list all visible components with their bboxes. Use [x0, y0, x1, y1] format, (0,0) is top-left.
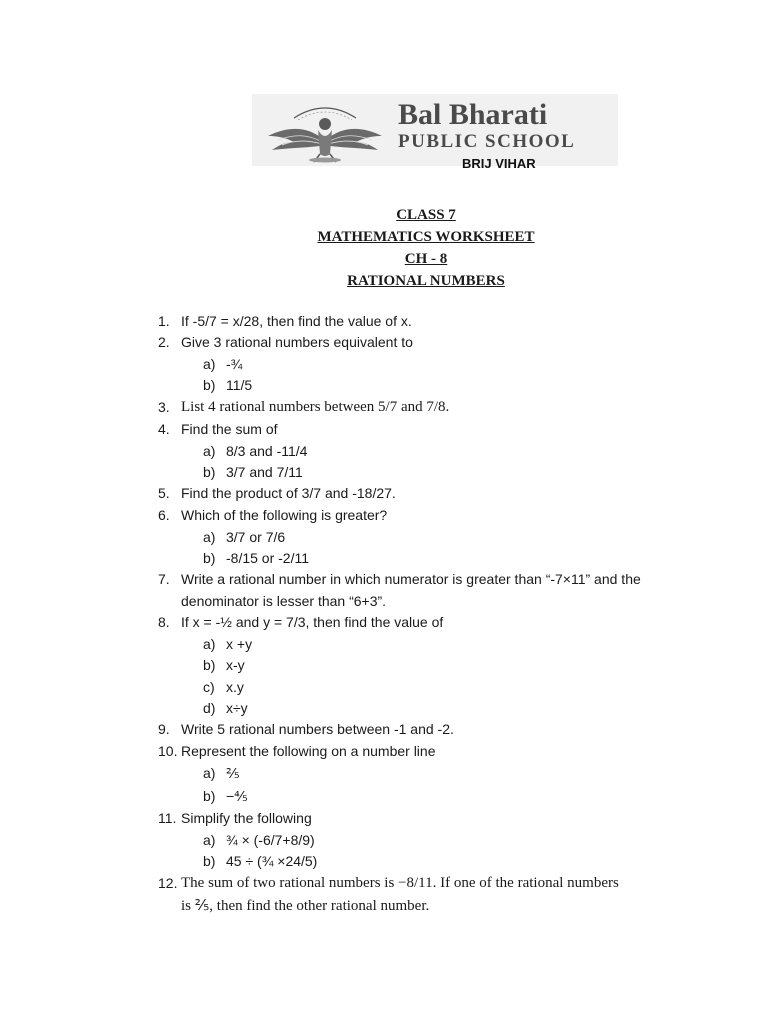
option-label: b)	[203, 788, 216, 804]
question-11-text: Simplify the following	[181, 810, 312, 826]
option-text: x +y	[226, 636, 253, 652]
option-label: b)	[203, 853, 216, 869]
question-number: 8.	[158, 614, 170, 630]
question-number: 7.	[158, 571, 170, 587]
question-10-text: Represent the following on a number line	[181, 743, 436, 759]
question-number: 12.	[158, 875, 178, 891]
question-2-text: Give 3 rational numbers equivalent to	[181, 334, 413, 350]
question-8-text: If x = -½ and y = 7/3, then find the value of	[181, 614, 444, 630]
option-label: b)	[203, 657, 216, 673]
question-number: 2.	[158, 334, 170, 350]
question-number: 6.	[158, 507, 170, 523]
question-number: 11.	[158, 810, 177, 826]
question-1-text: If -5/7 = x/28, then find the value of x.	[181, 313, 412, 329]
question-4-text: Find the sum of	[181, 421, 278, 437]
question-12-text: The sum of two rational numbers is −8/11. If one of the rational numbers	[181, 875, 619, 891]
question-number: 9.	[158, 721, 170, 737]
question-number: 10.	[158, 743, 178, 759]
question-12-text-continued: is ⅖, then find the other rational number.	[181, 898, 430, 914]
school-branch: BRIJ VIHAR	[462, 156, 536, 171]
option-label: c)	[203, 679, 215, 695]
question-6-text: Which of the following is greater?	[181, 507, 388, 523]
option-text: -8/15 or -2/11	[226, 550, 310, 566]
question-number: 4.	[158, 421, 170, 437]
option-label: a)	[203, 443, 216, 459]
option-label: b)	[203, 377, 216, 393]
option-text: x-y	[226, 657, 245, 673]
worksheet-titles	[0, 204, 768, 292]
question-7-text: Write a rational number in which numerator is greater than “-7×11” and the	[181, 571, 641, 587]
option-text: ⅖	[226, 765, 240, 781]
option-label: a)	[203, 356, 216, 372]
option-text: −⅘	[226, 788, 248, 804]
question-3-text: List 4 rational numbers between 5/7 and 7/8.	[181, 399, 450, 415]
option-label: a)	[203, 529, 216, 545]
subject-title: MATHEMATICS WORKSHEET	[317, 229, 535, 245]
question-number: 5.	[158, 485, 170, 501]
option-text: 8/3 and -11/4	[226, 443, 308, 459]
class-title: CLASS 7	[396, 207, 456, 223]
option-label: b)	[203, 550, 216, 566]
question-7-text-continued: denominator is lesser than “6+3”.	[181, 593, 387, 609]
option-text: x.y	[226, 679, 244, 695]
option-text: x÷y	[226, 700, 248, 716]
option-label: a)	[203, 832, 216, 848]
question-9-text: Write 5 rational numbers between -1 and -2.	[181, 721, 454, 737]
question-number: 1.	[158, 313, 170, 329]
option-text: 3/7 or 7/6	[226, 529, 286, 545]
option-text: -¾	[226, 356, 243, 372]
question-number: 3.	[158, 399, 170, 415]
school-name-line1: Bal Bharati	[398, 98, 548, 131]
winged-emblem-icon	[264, 96, 386, 164]
option-label: a)	[203, 765, 216, 781]
school-logo-banner	[252, 94, 618, 166]
option-text: 45 ÷ (¾ ×24/5)	[226, 853, 318, 869]
chapter-title: CH - 8	[404, 251, 448, 267]
option-text: ¾ × (-6/7+8/9)	[226, 832, 315, 848]
option-label: a)	[203, 636, 216, 652]
question-5-text: Find the product of 3/7 and -18/27.	[181, 485, 396, 501]
option-label: b)	[203, 464, 216, 480]
option-text: 3/7 and 7/11	[226, 464, 303, 480]
option-text: 11/5	[226, 377, 253, 393]
topic-title: RATIONAL NUMBERS	[347, 273, 505, 289]
option-label: d)	[203, 700, 216, 716]
school-name-line2: PUBLIC SCHOOL	[398, 131, 576, 152]
